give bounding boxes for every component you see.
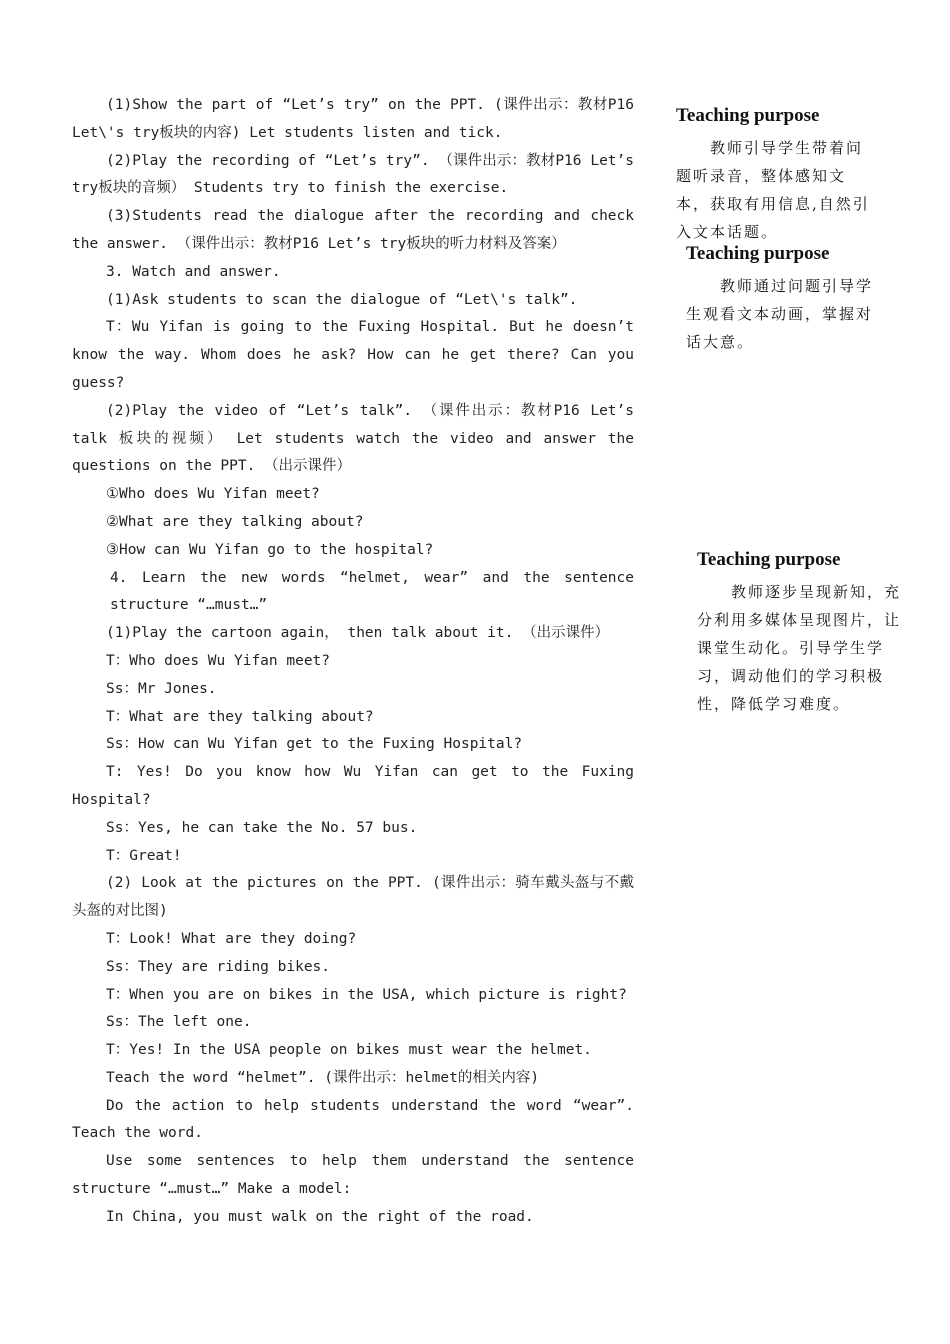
side-note-heading: Teaching purpose xyxy=(686,243,830,264)
paragraph: (2)Play the recording of “Let’s try”. （课件出示：教材P16 Let’s try板块的音频） Students try to finish the exercise. xyxy=(72,152,634,197)
paragraph: (1)Show the part of “Let’s try” on the PPT. (课件出示：教材P16 Let\'s try板块的内容) Let students listen and tick. xyxy=(72,97,634,141)
side-note-2 xyxy=(686,242,886,356)
dialogue-line: T：Who does Wu Yifan meet? xyxy=(106,652,331,669)
dialogue-line: T：Look! What are they doing? xyxy=(106,930,357,947)
section-heading: 3. Watch and answer. xyxy=(106,263,281,280)
paragraph: (2) Look at the pictures on the PPT. (课件出示：骑车戴头盔与不戴头盔的对比图) xyxy=(72,875,634,920)
paragraph: (1)Play the cartoon again， then talk about it. （出示课件） xyxy=(106,625,610,642)
question-item: ③How can Wu Yifan go to the hospital? xyxy=(106,541,434,558)
paragraph: T：Wu Yifan is going to the Fuxing Hospital. But he doesn’t know the way. Whom does he ask? How can he get there? Can you guess? xyxy=(72,319,634,391)
side-note-3 xyxy=(697,548,902,718)
dialogue-line: T：Yes! In the USA people on bikes must wear the helmet. xyxy=(106,1042,592,1059)
dialogue-line: Ss：How can Wu Yifan get to the Fuxing Hospital? xyxy=(106,736,523,753)
dialogue-line: Ss：Yes, he can take the No. 57 bus. xyxy=(106,819,418,836)
side-note-heading: Teaching purpose xyxy=(676,105,820,126)
paragraph: (3)Students read the dialogue after the recording and check the answer. （课件出示：教材P16 Let’s try板块的听力材料及答案） xyxy=(72,208,634,252)
dialogue-line: T: Yes! Do you know how Wu Yifan can get to the Fuxing Hospital? xyxy=(72,764,634,808)
paragraph: Teach the word “helmet”. (课件出示：helmet的相关内容) xyxy=(106,1069,540,1086)
side-note-heading: Teaching purpose xyxy=(697,549,841,570)
paragraph: In China, you must walk on the right of the road. xyxy=(106,1208,534,1225)
paragraph: (2)Play the video of “Let’s talk”. （课件出示：教材P16 Let’s talk 板块的视频） Let students watch the video and answer the questions on the PPT. （出示课件） xyxy=(72,402,634,475)
dialogue-line: T：What are they talking about? xyxy=(106,708,374,725)
dialogue-line: Ss：They are riding bikes. xyxy=(106,958,331,975)
question-item: ①Who does Wu Yifan meet? xyxy=(106,486,320,503)
paragraph: (1)Ask students to scan the dialogue of “Let\'s talk”. xyxy=(106,291,578,308)
paragraph: Do the action to help students understand the word “wear”. Teach the word. xyxy=(72,1097,634,1142)
paragraph: Use some sentences to help them understand the sentence structure “…must…” Make a model: xyxy=(72,1153,634,1198)
dialogue-line: T：When you are on bikes in the USA, which picture is right? xyxy=(106,986,627,1003)
section-heading: 4. Learn the new words “helmet, wear” and the sentence structure “…must…” xyxy=(110,569,634,614)
side-note-text: 教师逐步呈现新知，充分利用多媒体呈现图片，让课堂生动化。引导学生学习，调动他们的学习积极性，降低学习难度。 xyxy=(697,583,902,713)
side-note-text: 教师通过问题引导学生观看文本动画，掌握对话大意。 xyxy=(686,277,874,351)
dialogue-line: Ss：Mr Jones. xyxy=(106,680,217,697)
side-note-1 xyxy=(676,104,876,246)
side-note-text: 教师引导学生带着问题听录音，整体感知文本，获取有用信息,自然引入文本话题。 xyxy=(676,139,870,241)
question-item: ②What are they talking about? xyxy=(106,513,364,530)
dialogue-line: T：Great! xyxy=(106,847,182,864)
dialogue-line: Ss：The left one. xyxy=(106,1014,252,1031)
lesson-procedure xyxy=(72,92,634,1232)
